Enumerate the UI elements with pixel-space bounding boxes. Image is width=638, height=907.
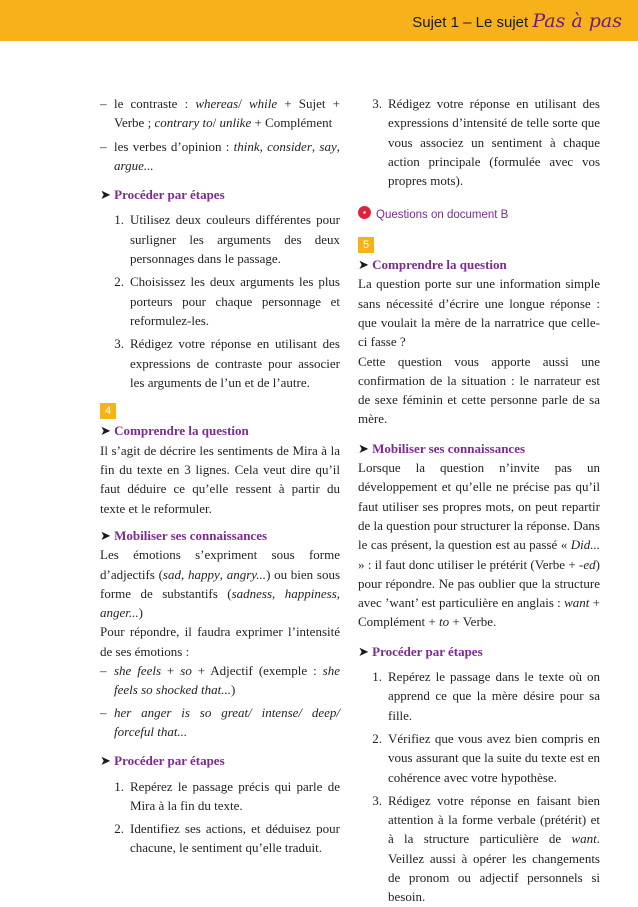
comprendre-heading: ➤ Comprendre la question	[358, 257, 507, 273]
target-icon	[358, 206, 371, 219]
list-item: 1. Repérez le passage dans le texte où on apprend ce que la mère désire pour sa fille.	[372, 669, 600, 723]
question-number-badge: 4	[100, 400, 340, 419]
mobiliser-text: Les émotions s’expriment sous forme d’adjectifs (sad, happy, angry...) ou bien sous forme de substantifs (sadness, happiness, anger...)	[100, 547, 341, 621]
comprendre-heading: ➤ Comprendre la question	[100, 423, 249, 439]
left-column	[100, 94, 340, 858]
list-item: – her anger is so great/ intense/ deep/ forceful that...	[100, 704, 340, 739]
list-item: – she feels + so + Adjectif (exemple : she feels so shocked that...)	[100, 663, 340, 698]
procede-heading: ➤ Procéder par étapes	[100, 753, 225, 769]
mobiliser-heading: ➤ Mobiliser ses connaissances	[358, 440, 526, 456]
mobiliser-text-2: Pour répondre, il faudra exprimer l’intensité de ses émotions :	[100, 624, 340, 659]
procede-heading: ➤ Procéder par étapes	[100, 187, 225, 203]
list-item: 3. Rédigez votre réponse en faisant bien attention à la forme verbale (prétérit) et à la structure particulière de want. Veillez aussi à opérer les changements de pronom ou adjectif personnels si besoin.	[372, 792, 600, 905]
comprendre-text: La question porte sur une information simple sans nécessité d’écrire une longue réponse : que voulait la mère de la narratrice que celle-ci fasse ?	[358, 276, 600, 350]
right-column	[358, 94, 600, 907]
list-item: 1. Utilisez deux couleurs différentes pour surligner les arguments des deux personnages dans le passage.	[114, 212, 340, 267]
mobiliser-heading: ➤ Mobiliser ses connaissances	[100, 527, 268, 543]
list-item: 2. Choisissez les deux arguments les plus porteurs pour chaque personnage et reformulez-les.	[114, 274, 340, 328]
list-item: 3. Rédigez votre réponse en utilisant des expressions d’intensité de telle sorte que vous associez un sentiment à chaque action principale (formulée avec vos propres mots).	[372, 96, 600, 189]
header-title: Sujet 1 – Le sujet Pas à pas	[412, 10, 622, 32]
page-header	[0, 0, 638, 41]
list-item: 2. Vérifiez que vous avez bien compris en vous assurant que la suite du texte est en cohérence avec votre hypothèse.	[372, 730, 600, 785]
list-item: – les verbes d’opinion : think, consider, say, argue...	[100, 138, 340, 173]
question-number-badge: 5	[358, 234, 600, 253]
list-item: 1. Repérez le passage précis qui parle de Mira à la fin du texte.	[114, 778, 340, 813]
list-item: 3. Rédigez votre réponse en utilisant des expressions de contraste pour associer les arguments de l’un et de l’autre.	[114, 336, 340, 390]
comprendre-text: Il s’agit de décrire les sentiments de Mira à la fin du texte en 3 lignes. Cela veut dire qu’il faut déduire ce qu’elle ressent à partir du texte et le reformuler.	[100, 442, 340, 516]
procede-heading: ➤ Procéder par étapes	[358, 643, 483, 659]
mobiliser-text: Lorsque la question n’invite pas un développement et qu’elle ne précise pas qu’il faut utiliser ses propres mots, on peut repartir de la question pour structurer la réponse. Dans le cas présent, la question est au passé « Did... » : il faut donc utiliser le prétérit (Verbe + -ed) pour répondre. Ne pas oublier que la structure avec ’want’ est particulière en anglais : want + Complément + to + Verbe.	[358, 460, 600, 630]
comprendre-text-2: Cette question vous apporte aussi une confirmation de la situation : le narrateur est de sexe féminin et cette personne parle de sa mère.	[358, 353, 600, 427]
list-item: 2. Identifiez ses actions, et déduisez pour chacune, le sentiment qu’elle traduit.	[114, 821, 340, 856]
questions-doc-b-label: Questions on document B	[358, 204, 600, 225]
list-item: – le contraste : whereas/ while + Sujet + Verbe ; contrary to/ unlike + Complément	[100, 96, 340, 131]
